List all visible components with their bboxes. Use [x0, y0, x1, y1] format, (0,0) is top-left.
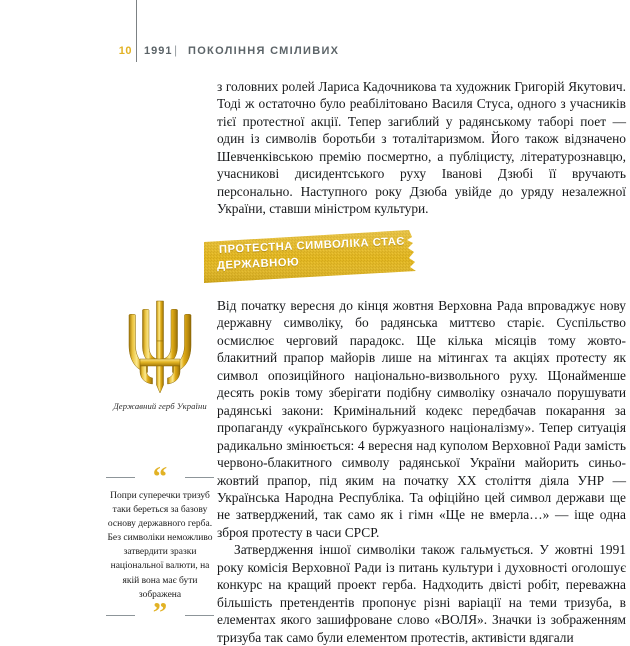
page-number: 10	[118, 45, 132, 57]
pull-quote-top-rule	[104, 461, 216, 493]
running-head-separator: |	[174, 43, 178, 57]
body-paragraph-3: Затвердження іншої символіки також гальмується. У жовтні 1991 року комісія Верховної Ради із питань культури і духовності оголошує конкурс на кращий проект герба. Надходить двісті робіт, переважна більшість претендентів пропонує різні варіації на теми тризуба, в елементах якого зашифроване слово «ВОЛЯ». Значки із зображенням тризуба так само були елементом протестів, активісти вдягали	[217, 542, 626, 645]
running-head-title: ПОКОЛІННЯ СМІЛИВИХ	[188, 45, 340, 57]
banner-heading-line-1: ПРОТЕСТНА СИМВОЛІКА СТАЄ	[218, 235, 406, 256]
body-text-column-lower	[217, 297, 626, 646]
body-paragraph-1: з головних ролей Лариса Кадочникова та художник Григорій Якутович. Тоді ж остаточно було реабілітовано Василя Стуса, одного з учасників тієї протестної акції. Тепер загиблий у радянському таборі поет — один із символів боротьби з тоталітаризмом. Його також відзначено Шевченківською премію посмертно, а публіцисту, літературознавцю, учасникові дисидентського руху Іванові Дзюбі її вручають персонально. Наступного року Дзюба увійде до уряду незалежної України, ставши міністром культури.	[217, 79, 626, 217]
pull-quote-bottom-rule	[104, 596, 216, 629]
ukrainian-trident-icon	[123, 297, 197, 395]
running-head-year: 1991	[144, 45, 173, 57]
coat-of-arms-caption: Державний герб України	[113, 401, 207, 411]
body-paragraph-2: Від початку вересня до кінця жовтня Верховна Рада впроваджує нову державну символіку, бо радянська миттєво старіє. Суспільство осмислює черговий парадокс. Ще кілька місяців тому жовто-блакитний прапор майорів лише на мітингах та акціях протесту як символ опозиційного національно-визвольного руху. Щонайменше десять років тому зберігати подібну символіку означало порушувати радянські закони: Кримінальний кодекс передбачав покарання за пропаганду «українського буржуазного націоналізму». Тепер ситуація радикально змінюється: 4 вересня над куполом Верховної Ради замість червоно-блакитного символу радянської України майорить синьо-жовтий прапор, під яким на початку XX століття діяла УНР — Українська Народна Республіка. Та офіційно цей символ держави ще не затверджений, так само як і гімн «Ще не вмерла…» — іще одна зброя протесту в часи СРСР.	[217, 298, 626, 540]
section-heading-banner	[204, 228, 444, 290]
pull-quote	[104, 461, 216, 629]
body-text-column-upper	[217, 78, 626, 218]
banner-shape	[204, 228, 444, 290]
coat-of-arms-figure	[104, 297, 216, 411]
running-head-vertical-rule	[136, 0, 137, 62]
quote-open-mark: “	[152, 461, 168, 493]
quote-close-mark: ”	[152, 596, 168, 629]
pull-quote-text: Попри суперечки тризуб таки береться за базову основу державного герба. Без символіки неможливо затвердити зразки національної валюти, на якій вона має бути зображена	[107, 491, 213, 600]
running-head	[0, 0, 630, 70]
banner-heading-line-2: ДЕРЖАВНОЮ	[216, 256, 300, 272]
